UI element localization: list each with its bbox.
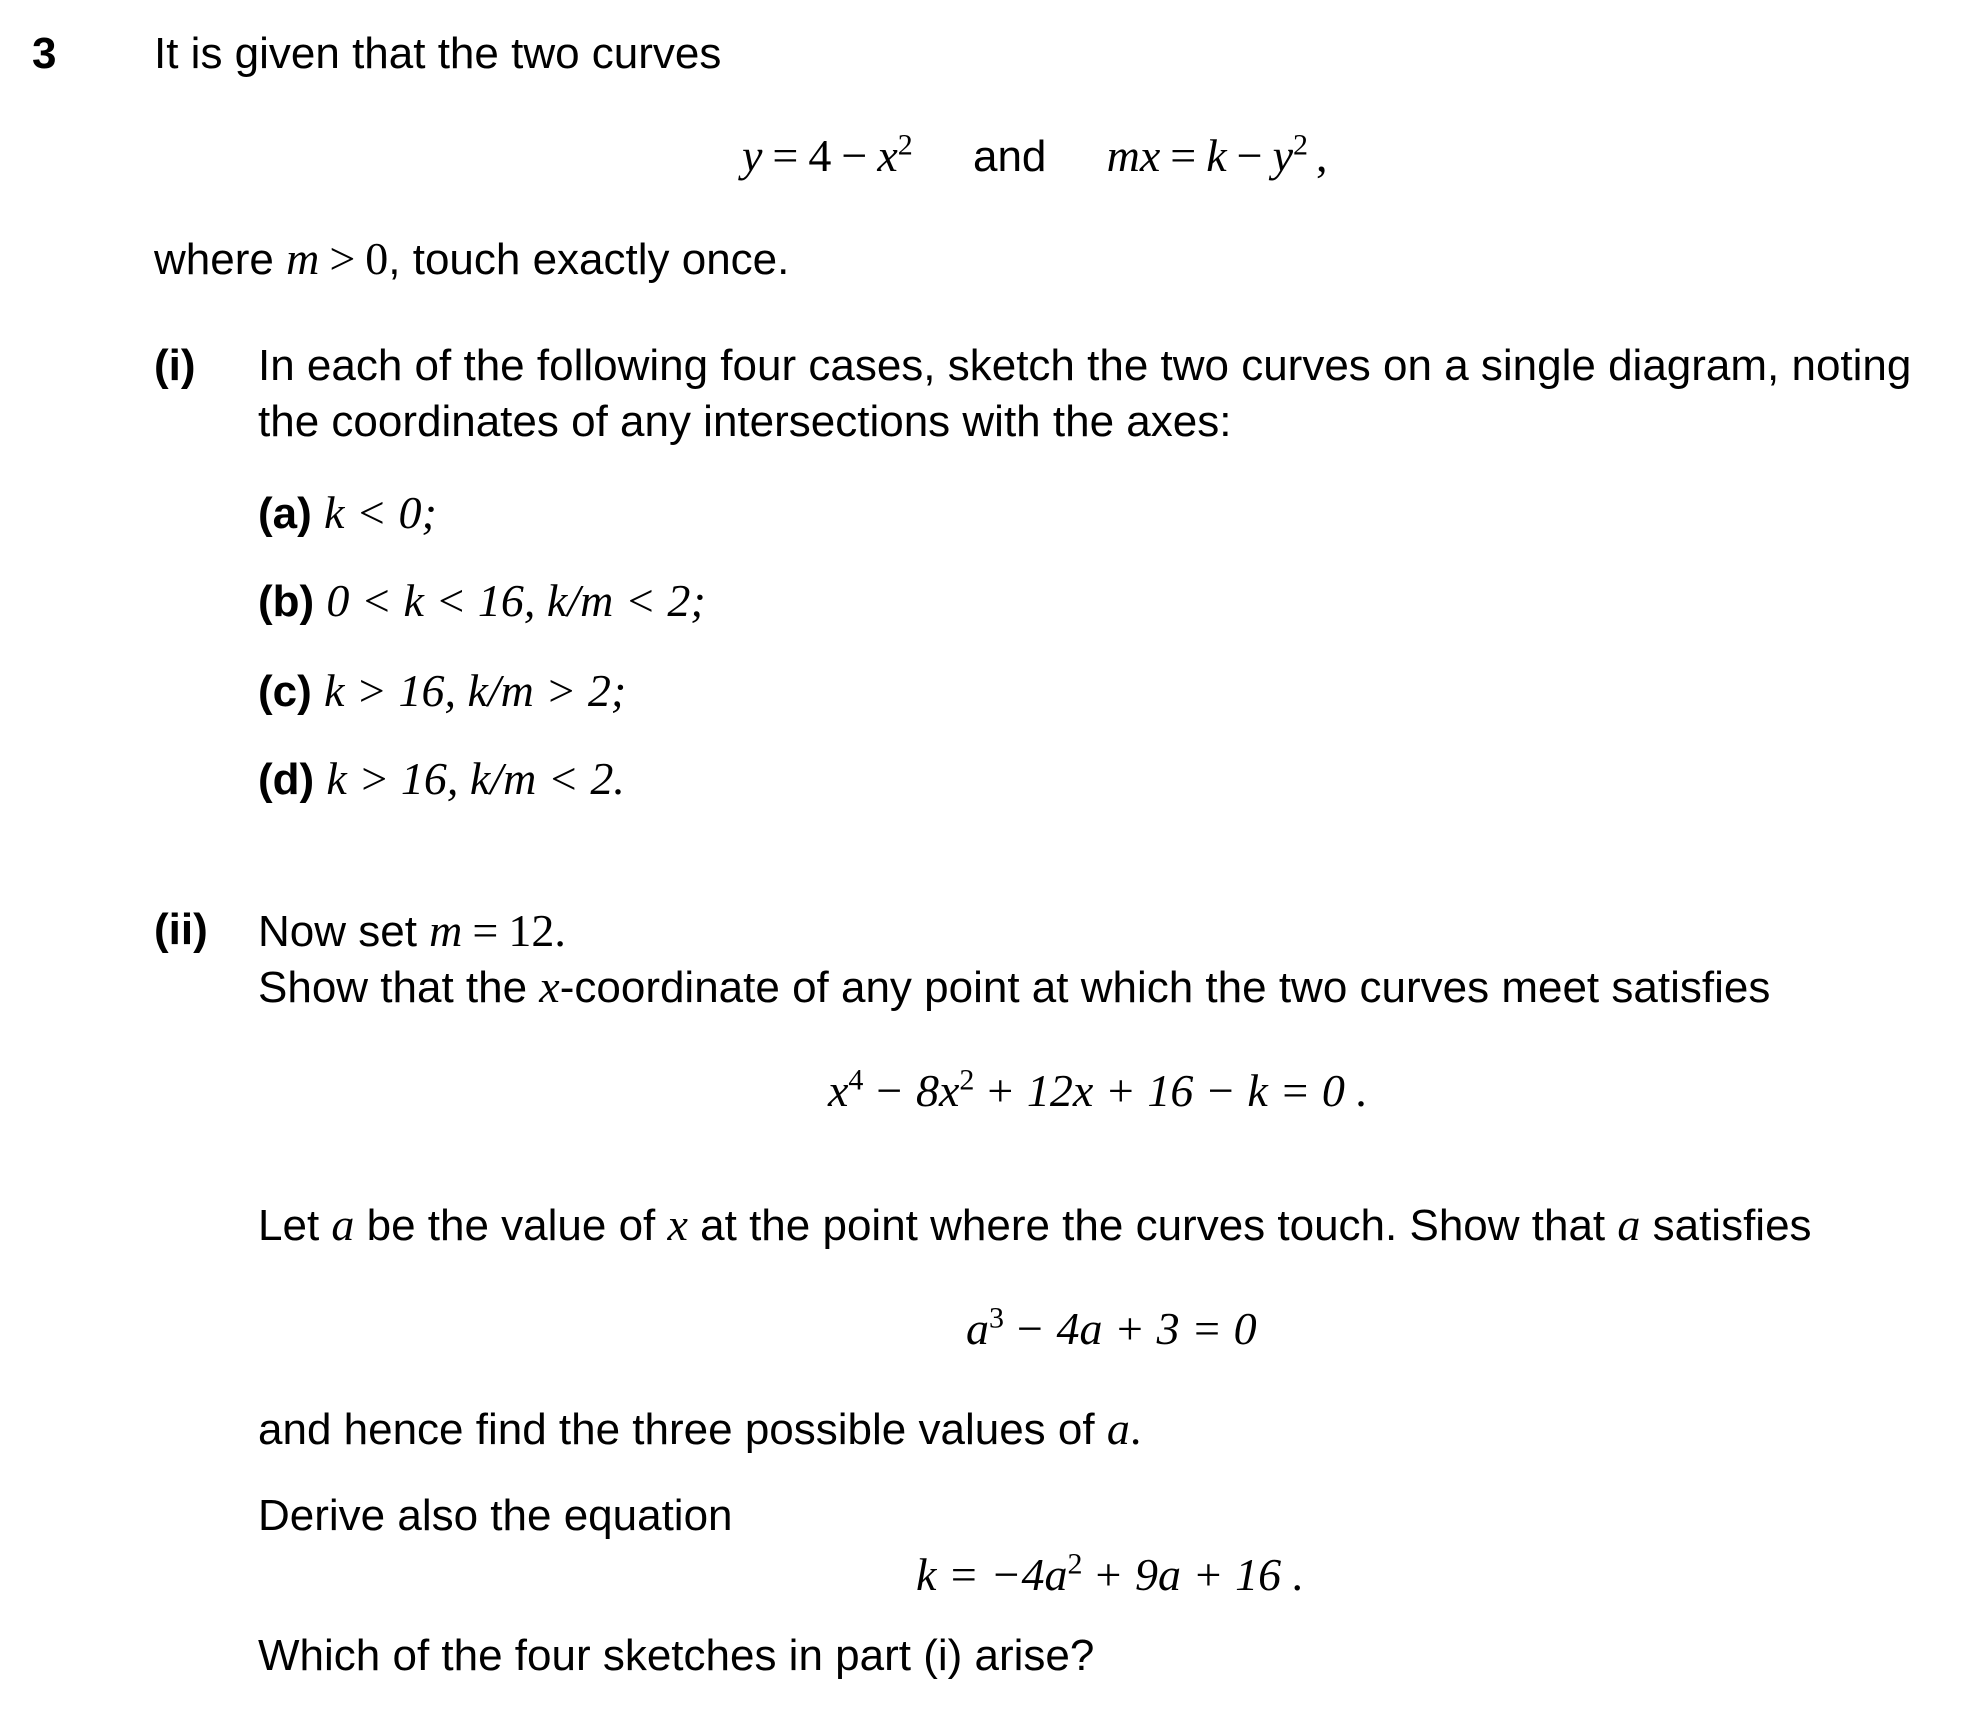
final-question: Which of the four sketches in part (i) arise? (258, 1631, 1095, 1680)
let-a1: a (331, 1199, 355, 1250)
k-equation (916, 1547, 1305, 1600)
part-i-label: (i) (154, 341, 196, 390)
curve1-x: x (877, 130, 898, 181)
curve1-exp: 2 (897, 128, 913, 162)
cubic-a: a (966, 1303, 989, 1354)
k-e2: 2 (1067, 1547, 1083, 1581)
part-ii-line1-m: m (429, 905, 463, 956)
curve2-y: y (1272, 130, 1294, 181)
part-i-line1: In each of the following four cases, sketch the two curves on a single diagram, noting (258, 341, 1912, 390)
case-d-label: (d) (258, 755, 315, 804)
hence-after: . (1129, 1403, 1142, 1454)
curve1-minus: − (841, 130, 868, 181)
part-ii-line2 (258, 961, 1771, 1012)
condition-gt: > (329, 233, 356, 284)
quartic-t2: − 8x (873, 1065, 960, 1116)
curve2-comma: , (1316, 130, 1328, 181)
let-t2: be the value of (354, 1201, 668, 1250)
condition-before: where (154, 235, 287, 284)
quartic-e2: 2 (959, 1063, 975, 1097)
derive-line: Derive also the equation (258, 1491, 733, 1540)
case-a (258, 487, 437, 538)
curve2-k: k (1206, 130, 1227, 181)
curve1-four: 4 (808, 130, 832, 181)
quartic-equation (828, 1063, 1368, 1116)
k-rhs: + 9a + 16 . (1092, 1549, 1305, 1600)
curves-equations (742, 128, 1328, 181)
condition-line (154, 233, 790, 284)
case-a-expr: k < 0; (324, 487, 437, 538)
case-b-expr: 0 < k < 16, k/m < 2; (326, 575, 706, 626)
let-t4: satisfies (1640, 1201, 1812, 1250)
hence-line (258, 1403, 1142, 1454)
let-a2: a (1617, 1199, 1641, 1250)
curves-connector: and (972, 132, 1047, 181)
hence-before: and hence find the three possible values of (258, 1405, 1107, 1454)
curve2-x: x (1139, 130, 1161, 181)
case-d (258, 753, 625, 804)
case-b-label: (b) (258, 577, 315, 626)
question-number: 3 (32, 29, 57, 78)
cubic-equation (966, 1301, 1257, 1354)
quartic-x: x (828, 1065, 849, 1116)
let-t1: Let (258, 1201, 332, 1250)
part-i-line2: the coordinates of any intersections with the axes: (258, 397, 1232, 446)
part-ii-line1-val: 12. (508, 905, 566, 956)
case-b (258, 575, 706, 626)
part-ii-line1-eq: = (472, 905, 499, 956)
cubic-e3: 3 (989, 1301, 1004, 1335)
curve1-y: y (742, 130, 763, 181)
curve2-m: m (1106, 130, 1140, 181)
case-c-label: (c) (258, 667, 312, 716)
quartic-e4: 4 (848, 1063, 864, 1097)
curve2-minus: − (1236, 130, 1263, 181)
curve1-eq: = (772, 130, 799, 181)
part-ii-line2-x: x (539, 961, 560, 1012)
cubic-rest: − 4a + 3 = 0 (1014, 1303, 1257, 1354)
part-ii-label: (ii) (154, 905, 208, 954)
case-a-label: (a) (258, 489, 312, 538)
part-ii-line1 (258, 905, 566, 956)
case-d-expr: k > 16, k/m < 2. (326, 753, 625, 804)
condition-zero: 0 (365, 233, 389, 284)
let-x: x (667, 1199, 688, 1250)
case-c-expr: k > 16, k/m > 2; (324, 665, 627, 716)
case-c (258, 665, 627, 716)
curve2-eq: = (1170, 130, 1197, 181)
k-lhs: k = −4a (916, 1549, 1068, 1600)
part-ii-line2-after: -coordinate of any point at which the two curves meet satisfies (559, 963, 1771, 1012)
curve2-exp: 2 (1293, 128, 1309, 162)
part-ii-line1-text: Now set (258, 907, 430, 956)
part-ii-line2-before: Show that the (258, 963, 540, 1012)
hence-a: a (1106, 1403, 1130, 1454)
quartic-rest: + 12x + 16 − k = 0 . (984, 1065, 1368, 1116)
let-t3: at the point where the curves touch. Show that (687, 1201, 1618, 1250)
condition-after: , touch exactly once. (388, 235, 790, 284)
question-intro: It is given that the two curves (154, 29, 722, 78)
condition-m: m (286, 233, 320, 284)
let-line (258, 1199, 1812, 1250)
